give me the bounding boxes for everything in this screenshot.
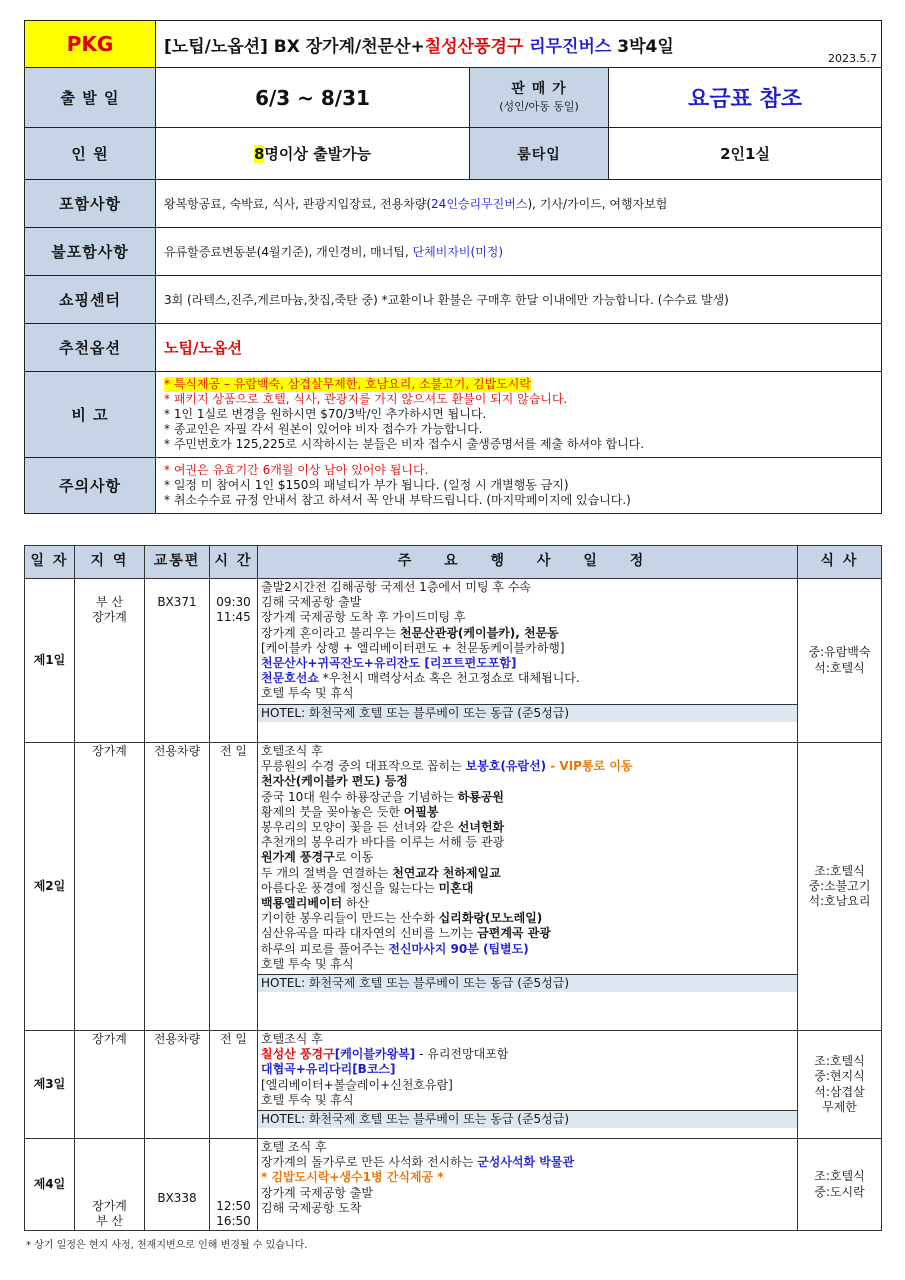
day1-meal: 중:유람백숙 석:호텔식 xyxy=(798,579,882,743)
day1-time: 09:30 11:45 xyxy=(210,579,258,743)
sched-highlight: 금편계곡 관광 xyxy=(477,926,551,941)
sched-text: 장가계의 돌가루로 만든 사석화 전시하는 xyxy=(261,1155,478,1170)
sched-line: [케이블카 상행 + 엘리베이터편도 + 천문동케이블카하행] xyxy=(261,640,565,655)
caution-text xyxy=(156,458,882,514)
included-text xyxy=(156,180,882,228)
sched-line: 장가계 국제공항 도착 후 가이드미팅 후 xyxy=(261,610,466,625)
day2-region: 장가계 xyxy=(75,743,145,1031)
sched-line: 호텔조식 후 xyxy=(261,1032,323,1046)
day4-transport: BX338 xyxy=(145,1139,210,1231)
sched-text: 황제의 붓을 꽂아놓은 듯한 xyxy=(261,804,404,819)
tour-info-table xyxy=(24,20,882,514)
sched-line xyxy=(261,896,794,911)
departure-label: 출 발 일 xyxy=(25,68,156,128)
sched-text: 두 개의 절벽을 연결하는 xyxy=(261,865,393,880)
sched-line xyxy=(261,759,794,774)
included-part1: 왕복항공료, 숙박료, 식사, 관광지입장료, 전용차량( xyxy=(164,197,432,211)
footer-note: * 상기 일정은 현지 사정, 천재지변으로 인해 변경될 수 있습니다. xyxy=(26,1240,308,1251)
sched-text: 중국 10대 원수 하룡장군을 기념하는 xyxy=(261,789,458,804)
sched-text: 심산유곡을 따라 대자연의 신비를 느끼는 xyxy=(261,926,478,941)
day3-label: 제3일 xyxy=(25,1031,75,1139)
sched-line xyxy=(261,911,794,926)
col-schedule: 주 요 행 사 일 정 xyxy=(258,546,798,579)
price-label-text: 판 매 가 xyxy=(511,80,567,97)
sched-text: 봉우리의 모양이 꽃을 든 선녀와 같은 xyxy=(261,820,458,835)
departure-value: 6/3 ~ 8/31 xyxy=(156,68,470,128)
title-part: [노팁/노옵션] BX 장가계/천문산+ xyxy=(164,36,425,57)
shopping-text: 3회 (라텍스,진주,게르마늄,찻집,죽탄 중) *교환이나 환불은 구매후 한달 이내에만 가능합니다. (수수료 발생) xyxy=(156,276,882,324)
excluded-text xyxy=(156,228,882,276)
sched-line: 호텔 조식 후 xyxy=(261,1140,327,1154)
sched-text: 하산 xyxy=(342,896,370,911)
price-sub: (성인/아동 동일) xyxy=(499,99,579,113)
sched-line xyxy=(261,626,794,641)
room-value: 2인1실 xyxy=(609,128,882,180)
sched-highlight: 칠성산 풍경구 xyxy=(261,1047,335,1062)
caution-line: * 여권은 유효기간 6개월 이상 남아 있어야 됩니다. xyxy=(164,463,429,477)
day2-label: 제2일 xyxy=(25,743,75,1031)
sched-highlight: 미혼대 xyxy=(438,880,474,895)
col-time: 시 간 xyxy=(210,546,258,579)
col-transport: 교통편 xyxy=(145,546,210,579)
day2-schedule xyxy=(258,743,798,1031)
sched-highlight: 천연교각 천하제일교 xyxy=(392,865,501,880)
sched-line xyxy=(261,1047,794,1062)
included-part2: ), 기사/가이드, 여행자보험 xyxy=(527,197,668,211)
sched-line: 호텔 투숙 및 휴식 xyxy=(261,956,354,971)
page-title xyxy=(156,21,882,68)
sched-highlight: 십리화랑(모노레일) xyxy=(438,911,543,926)
sched-highlight: 보봉호(유람선) xyxy=(465,759,547,774)
sched-line: 출발2시간전 김해공항 국제선 1층에서 미팅 후 수속 xyxy=(261,580,531,594)
sched-highlight: 하룡공원 xyxy=(457,789,505,804)
sched-highlight: 어필봉 xyxy=(403,804,439,819)
shopping-label: 쇼핑센터 xyxy=(25,276,156,324)
sched-text: 아름다운 풍경에 정신을 잃는다는 xyxy=(261,880,439,895)
included-label: 포함사항 xyxy=(25,180,156,228)
sched-line xyxy=(261,850,794,865)
sched-line xyxy=(261,805,794,820)
day2-time: 전 일 xyxy=(210,743,258,1031)
day1-region: 부 산 장가계 xyxy=(75,579,145,743)
sched-line: 호텔 투숙 및 휴식 xyxy=(261,1092,354,1107)
sched-line: 호텔조식 후 xyxy=(261,744,323,758)
day3-time: 전 일 xyxy=(210,1031,258,1139)
excluded-label: 불포함사항 xyxy=(25,228,156,276)
caution-label: 주의사항 xyxy=(25,458,156,514)
day3-region: 장가계 xyxy=(75,1031,145,1139)
itinerary-table xyxy=(24,545,882,1231)
people-rest: 명이상 출발가능 xyxy=(264,145,372,163)
caution-line: * 일정 미 참여시 1인 $150의 패널티가 부가 됩니다. (일정 시 개별행동 금지) xyxy=(164,478,569,492)
sched-line xyxy=(261,866,794,881)
sched-line xyxy=(261,820,794,835)
sched-highlight: 군성사석화 박물관 xyxy=(477,1155,575,1170)
title-part2: 3박4일 xyxy=(611,36,674,57)
sched-highlight: 전신마사지 90분 (팁별도) xyxy=(388,941,529,956)
hotel-info: HOTEL: 화천국제 호텔 또는 블루베이 또는 동급 (준5성급) xyxy=(258,1110,797,1128)
day4-time: 12:50 16:50 xyxy=(210,1139,258,1231)
day1-schedule xyxy=(258,579,798,743)
day4-meal: 조:호텔식 중:도시락 xyxy=(798,1139,882,1231)
sched-line: 장가계 국제공항 출발 xyxy=(261,1185,373,1200)
room-label: 룸타입 xyxy=(470,128,609,180)
day2-meal: 조:호텔식 중:소불고기 석:호남요리 xyxy=(798,743,882,1031)
day1-transport: BX371 xyxy=(145,579,210,743)
col-meal: 식 사 xyxy=(798,546,882,579)
day1-label: 제1일 xyxy=(25,579,75,743)
remark-line: * 주민번호가 125,225로 시작하시는 분들은 비자 접수시 출생증명서를 제출 하셔야 합니다. xyxy=(164,437,645,451)
caution-line: * 취소수수료 규정 안내서 참고 하셔서 꼭 안내 부탁드립니다. (마지막페이지에 있습니다.) xyxy=(164,493,631,507)
price-label xyxy=(470,68,609,128)
option-label: 추천옵션 xyxy=(25,324,156,372)
remarks-text xyxy=(156,372,882,458)
sched-text: - 유리전망대포함 xyxy=(415,1047,509,1062)
remarks-label: 비 고 xyxy=(25,372,156,458)
sched-line: [엘리베이터+볼슬레이+신천호유람] xyxy=(261,1077,453,1092)
day4-region: 장가계 부 산 xyxy=(75,1139,145,1231)
hotel-info: HOTEL: 화천국제 호텔 또는 블루베이 또는 동급 (준5성급) xyxy=(258,704,797,722)
remark-line: * 특식제공 – 유람백숙, 삼겹살무제한, 호남요리, 소불고기, 김밥도시락 xyxy=(164,377,531,391)
sched-highlight: 선녀헌화 xyxy=(457,820,505,835)
sched-text: 장가계 혼이라고 불리우는 xyxy=(261,625,400,640)
sched-line xyxy=(261,1155,794,1170)
remark-line: * 종교인은 자필 각서 원본이 있어야 비자 접수가 가능합니다. xyxy=(164,422,483,436)
people-value xyxy=(156,128,470,180)
day4-label: 제4일 xyxy=(25,1139,75,1231)
day2-transport: 전용차량 xyxy=(145,743,210,1031)
sched-text: 로 이동 xyxy=(334,850,374,865)
sched-highlight: 천문호선쇼 xyxy=(261,671,319,686)
sched-line: 천자산(케이블카 편도) 등정 xyxy=(261,774,408,789)
sched-highlight: [케이블카왕복] xyxy=(334,1047,416,1062)
included-bus: 24인승리무진버스 xyxy=(431,197,528,211)
people-min: 8 xyxy=(253,145,265,163)
sched-highlight: 원가계 풍경구 xyxy=(261,850,335,865)
sched-text: *우천시 매력상서쇼 혹은 천고정쇼로 대체됩니다. xyxy=(318,671,580,686)
remark-line: * 1인 1실로 변경을 원하시면 $70/3박/인 추가하시면 됩니다. xyxy=(164,407,487,421)
sched-line: 김해 국제공항 도착 xyxy=(261,1200,362,1215)
excluded-visa: 단체비자비(미정) xyxy=(412,245,504,259)
sched-line: 천문산사+귀곡잔도+유리잔도 [리프트편도포함] xyxy=(261,656,517,671)
remark-line: * 패키지 상품으로 호텔, 식사, 관광지를 가지 않으셔도 환불이 되지 않습니다. xyxy=(164,392,568,406)
col-day: 일 자 xyxy=(25,546,75,579)
sched-line xyxy=(261,881,794,896)
day4-schedule xyxy=(258,1139,798,1231)
sched-line: 호텔 투숙 및 휴식 xyxy=(261,686,354,701)
price-value: 요금표 참조 xyxy=(609,68,882,128)
pkg-badge: PKG xyxy=(25,21,156,68)
sched-line xyxy=(261,671,794,686)
sched-highlight: 백룡엘리베이터 xyxy=(261,896,343,911)
people-label: 인 원 xyxy=(25,128,156,180)
sched-line xyxy=(261,942,794,957)
sched-text: 기이한 봉우리들이 만드는 산수화 xyxy=(261,911,439,926)
sched-line: 추천개의 봉우리가 바다를 이루는 서해 등 관광 xyxy=(261,835,505,850)
title-red: 칠성산풍경구 xyxy=(424,36,524,57)
sched-line: 대협곡+유리다리[B코스] xyxy=(261,1062,396,1077)
sched-highlight: - VIP통로 이동 xyxy=(546,759,633,774)
col-region: 지 역 xyxy=(75,546,145,579)
doc-date: 2023.5.7 xyxy=(828,52,878,65)
hotel-info: HOTEL: 화천국제 호텔 또는 블루베이 또는 동급 (준5성급) xyxy=(258,974,797,992)
sched-line: 김해 국제공항 출발 xyxy=(261,595,362,610)
day3-schedule xyxy=(258,1031,798,1139)
title-blue: 리무진버스 xyxy=(523,36,612,57)
excluded-part1: 유류할증료변동분(4월기준), 개인경비, 매너팁, xyxy=(164,245,413,259)
sched-line xyxy=(261,926,794,941)
option-value: 노팁/노옵션 xyxy=(156,324,882,372)
sched-line: * 김밥도시락+생수1병 간식제공 * xyxy=(261,1170,444,1185)
sched-text: 무릉원의 수경 중의 대표작으로 꼽히는 xyxy=(261,759,466,774)
sched-line xyxy=(261,790,794,805)
day3-transport: 전용차량 xyxy=(145,1031,210,1139)
day3-meal: 조:호텔식 중:현지식 석:삼겹살 무제한 xyxy=(798,1031,882,1139)
sched-text: 하루의 피로를 풀어주는 xyxy=(261,941,389,956)
sched-highlight: 천문산관광(케이블카), 천문동 xyxy=(399,625,559,640)
